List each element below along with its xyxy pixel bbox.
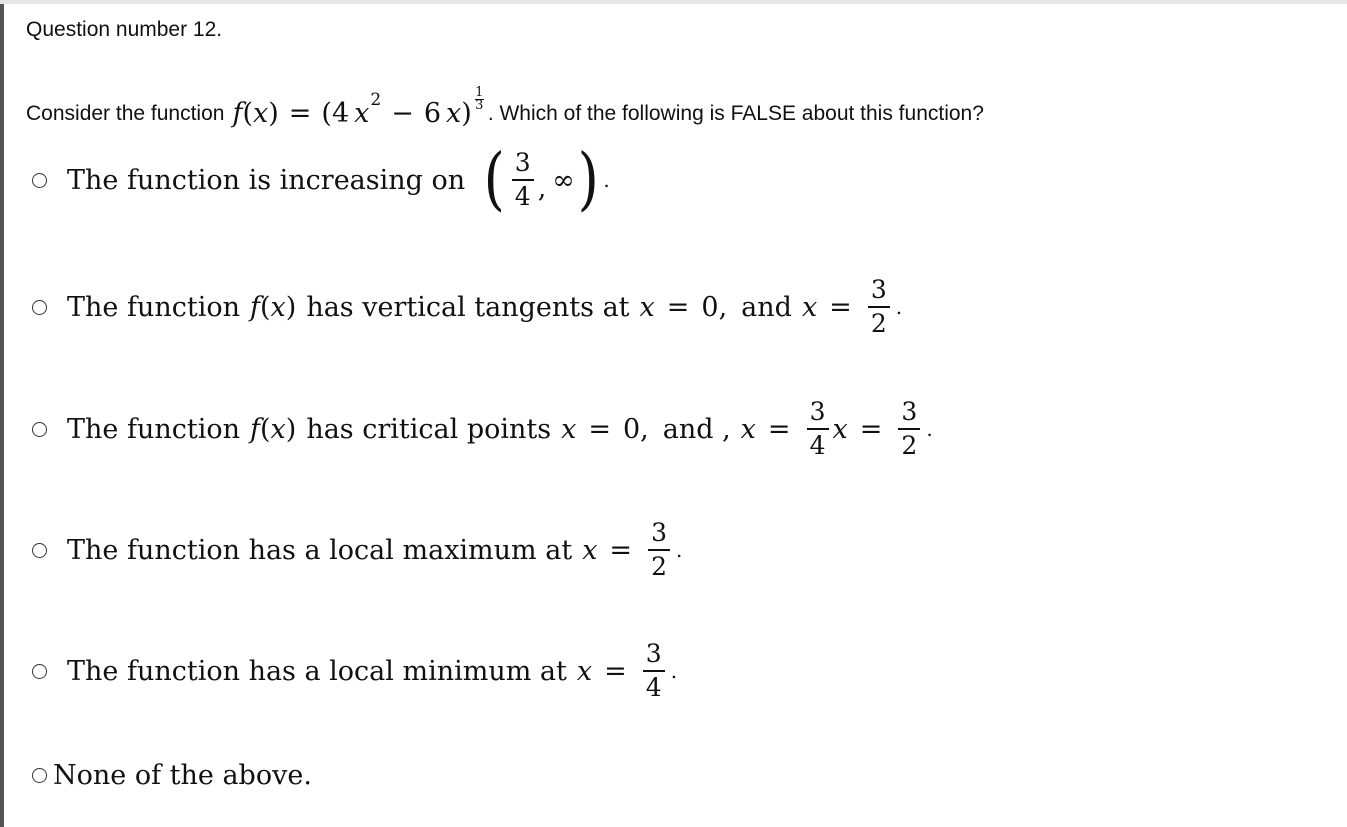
function-var: x [253, 98, 269, 129]
radio-option-3[interactable] [32, 422, 47, 437]
exponent-fraction: 1 3 [475, 85, 484, 113]
option-local-maximum[interactable]: The function has a local maximum at x = $\frac{3}{2}$ . [32, 520, 682, 580]
function-name: f [232, 98, 243, 129]
radio-option-6[interactable] [32, 768, 47, 783]
option-increasing[interactable]: The function is increasing on ( $\frac{3}{4}$ , ∞ ) . [32, 146, 610, 214]
fraction: $\frac{3}{2}$ [868, 277, 890, 337]
option-critical-points[interactable]: The function f ( x ) has critical points x = 0, and , x = $\frac{3}{4}$ x = $\frac{3}{2}$ . [32, 399, 933, 459]
infinity-symbol: ∞ [552, 164, 575, 196]
fraction: $\frac{3}{4}$ [643, 641, 665, 701]
prompt-suffix: . Which of the following is FALSE about this function? [487, 101, 984, 125]
radio-option-1[interactable] [32, 173, 47, 188]
radio-option-2[interactable] [32, 300, 47, 315]
option-local-minimum[interactable]: The function has a local minimum at x = $\frac{3}{4}$ . [32, 641, 677, 701]
function-definition: f ( x ) = ( 4 x 2 − 6 x ) 1 3 [232, 85, 484, 129]
top-border [0, 0, 1347, 4]
radio-option-4[interactable] [32, 543, 47, 558]
fraction: $\frac{3}{2}$ [898, 399, 920, 459]
coef-2: 6 [423, 98, 442, 129]
prompt-prefix: Consider the function [26, 101, 225, 125]
coef-1: 4 [331, 98, 350, 129]
left-border [0, 0, 4, 827]
option-vertical-tangents[interactable]: The function f ( x ) has vertical tangents at x = 0, and x = $\frac{3}{2}$ . [32, 277, 902, 337]
radio-option-5[interactable] [32, 664, 47, 679]
fraction: $\frac{3}{2}$ [648, 520, 670, 580]
fraction: $\frac{3}{4}$ [512, 150, 534, 210]
power: 2 [370, 89, 382, 110]
question-prompt [26, 85, 984, 129]
question-number: Question number 12. [26, 18, 223, 41]
fraction: $\frac{3}{4}$ [807, 399, 829, 459]
option-none[interactable]: None of the above. [32, 760, 312, 791]
